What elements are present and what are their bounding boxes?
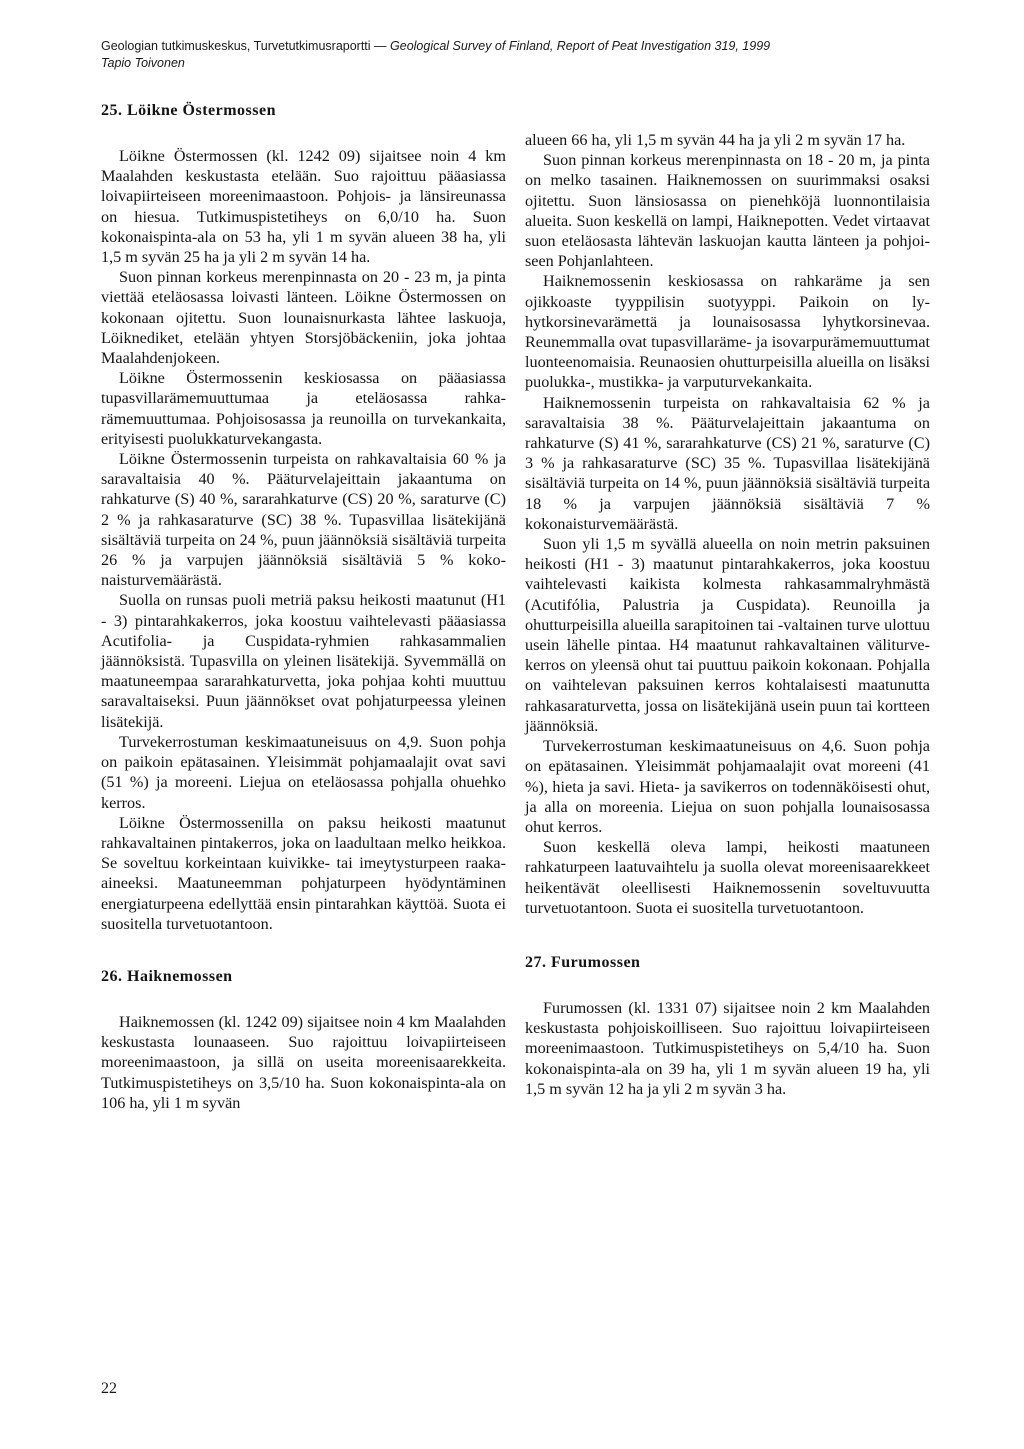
page-number: 22 <box>101 1380 117 1397</box>
paragraph: Löikne Östermossenin turpeista on rahkavaltaisia 60 % ja saravaltaisia 40 %. Pääturvelajeittain jakaantuma on rahkaturve (S) 40 %, sararahkaturve (CS) 20 %, saraturve (C) 2 % ja rahkasaraturve (SC) 38 %. Tupasvillaa lisätekijänä sisältäviä turpeita on 24 %, puun jäännöksiä sisältäviä turpeita 26 % ja varpujen jäännöksiä sisältäviä 5 % kokonaisturvemäärästä. <box>101 450 506 590</box>
paragraph: Löikne Östermossenilla on paksu heikosti maatunut rahkavaltainen pintakerros, joka on laadultaan melko heikkoa. Se soveltuu korkeintaan kuivikke- tai imeytysturpeen raaka-aineeksi. Maatuneemman pohjaturpeen hyödyntäminen energiaturpeena edellyttää ensin pintarahkan käyttöä. Suota ei suositella turvetuotantoon. <box>101 813 506 933</box>
section-25 <box>101 100 506 934</box>
paragraph-continued: alueen 66 ha, yli 1,5 m syvän 44 ha ja yli 2 m syvän 17 ha. <box>525 131 906 149</box>
paragraph: Suolla on runsas puoli metriä paksu heikosti maatunut (H1 - 3) pintarahkakerros, joka koostuu vaihtelevasti pääasiassa Acutifolia- ja Cuspidata-ryhmien rahkasammalien jäännöksistä. Tupasvilla on yleinen lisätekijä. Syvemmällä on maatuneempaa sararahkaturvetta, joka pohjaa kohti muuttuu saravaltaiseksi. Puun jäännökset ovat pohjaturpeessa yleinen lisätekijä. <box>101 591 506 731</box>
paragraph: Haiknemossenin turpeista on rahkavaltaisia 62 % ja saravaltaisia 38 %. Pääturvelajeittain jakaantuma on rahkaturve (S) 41 %, sararahkaturve (CS) 21 %, saraturve (C) 3 % ja rahkasaraturve (SC) 35 %. Tupasvillaa lisätekijänä sisältäviä turpeita on 14 %, puun jäännöksiä sisältäviä turpeita 18 % ja varpujen jäännöksiä sisältäviä 7 % kokonaisturvemäärästä. <box>525 393 930 533</box>
paragraph: Löikne Östermossen (kl. 1242 09) sijaitsee noin 4 km Maalahden keskustasta etelään. Suo rajoittuu pääasiassa loivapiirteiseen moreenimaastoon. Pohjois- ja länsireunassa on hiesua. Tutkimuspistetiheys on 6,0/10 ha. Suon kokonaispinta-ala on 53 ha, yli 1 m syvän alueen 38 ha, yli 1,5 m syvän 25 ha ja yli 2 m syvän 14 ha. <box>101 147 506 267</box>
paragraph: Turvekerrostuman keskimaatuneisuus on 4,6. Suon pohja on epätasainen. Yleisimmät pohjamaalajit ovat moreeni (41 %), hieta ja savi. Hieta- ja savikerros on todennäköisesti ohut, ja alla on moreenia. Liejua on suon pohjalla lounaisosassa ohut kerros. <box>525 737 930 836</box>
section-heading-25: 25. Löikne Östermossen <box>101 102 276 119</box>
paragraph: Suon pinnan korkeus merenpinnasta on 20 - 23 m, ja pinta viettää eteläosassa loivasti länteen. Löikne Östermossen on kokonaan ojitettu. Suon lounaisnurkasta lähtee laskuoja, Löiknediket, etelään yhtyen Storsjöbäckeniin, joka johtaa Maalahdenjokeen. <box>101 268 506 368</box>
section-heading-27: 27. Furumossen <box>525 953 641 971</box>
paragraph: Furumossen (kl. 1331 07) sijaitsee noin 2 km Maalahden keskustasta pohjoiskoilliseen. Suo rajoittuu loivapiirteiseen moreenimaastoon. Tutkimuspistetiheys on 5,4/10 ha. Suon kokonaispinta-ala on 39 ha, yli 1 m syvän alueen 19 ha, yli 1,5 m syvän 12 ha ja yli 2 m syvän 3 ha. <box>525 998 930 1098</box>
paragraph: Turvekerrostuman keskimaatuneisuus on 4,9. Suon pohja on paikoin epätasainen. Yleisimmät pohjamaalajit ovat savi (51 %) ja moreeni. Liejua on eteläosassa pohjalla ohuehko kerros. <box>101 732 506 812</box>
paragraph: Suon yli 1,5 m syvällä alueella on noin metrin paksuinen heikosti (H1 - 3) maatunut pintarahkakerros, joka koostuu vaihtelevasti kaikista kolmesta rahkasammalryhmästä (Acutifólia, Palustria ja Cuspidata). Reunoilla ja ohutturpeisilla alueilla sarapitoinen tai -valtainen turve ulottuu usein lähelle pintaa. H4 maatunut rahkavaltainen väliturvekerros on yleensä ohut tai puuttuu paikoin kokonaan. Pohjalla on vaihtelevan paksuinen kerros kohtalaisesti maatunutta rahkasaraturvetta, jossa on lisätekijänä usein puun tai kortteen jäännöksiä. <box>525 535 930 735</box>
right-column <box>525 130 930 1099</box>
running-header <box>101 38 981 72</box>
section-26 <box>101 966 506 1113</box>
section-heading-26: 26. Haiknemossen <box>101 967 233 985</box>
header-series-finnish: Geologian tutkimuskeskus, Turvetutkimusraportti — <box>101 39 391 53</box>
header-author: Tapio Toivonen <box>101 56 185 70</box>
paragraph: Suon keskellä oleva lampi, heikosti maatuneen rahkaturpeen laatuvaihtelu ja suolla olevat moreenisaarekkeet heikentävät oleellisesti Haiknemossenin soveltuvuutta turvetuotantoon. Suota ei suositella turvetuotantoon. <box>525 838 930 917</box>
header-series-line <box>101 38 981 55</box>
paragraph: Haiknemossen (kl. 1242 09) sijaitsee noin 4 km Maalahden keskustasta lounaaseen. Suo rajoittuu loivapiirteiseen moreenimaastoon, ja sillä on useita moreenisaarekkeita. Tutkimuspistetiheys on 3,5/10 ha. Suon kokonaispinta-ala on 106 ha, yli 1 m syvän <box>101 1012 506 1112</box>
left-column <box>101 100 506 1113</box>
header-series-english: Geological Survey of Finland, Report of Peat Investigation 319, 1999 <box>390 39 771 53</box>
paragraph: Löikne Östermossenin keskiosassa on pääasiassa tupasvillarämemuuttumaa ja eteläosassa rahkarämemuuttumaa. Pohjoisosassa ja reunoilla on turvekankaita, erityisesti puolukkaturvekangasta. <box>101 369 506 448</box>
paragraph: Suon pinnan korkeus merenpinnasta on 18 - 20 m, ja pinta on melko tasainen. Haiknemossen on suurimmaksi osaksi ojitettu. Suon länsiosassa on pienehköjä luonnontilaisia alueita. Suon keskellä on lampi, Haiknepotten. Vedet virtaavat suon eteläosasta lähtevän laskuojan kautta länteen ja pohjoiseen Pohjanlahteen. <box>525 151 930 271</box>
section-27 <box>525 952 930 1099</box>
paragraph: Haiknemossenin keskiosassa on rahkaräme ja sen ojikkoaste tyyppilisin suotyyppi. Paikoin on lyhytkorsinevarämettä ja lounaisosassa lyhytkorsinevaa. Reunemmalla ovat tupasvillaräme- ja isovarpurämemuuttumat luonteenomaisia. Reunaosien ohutturpeisilla alueilla on lisäksi puolukka-, mustikka- ja varputurvekankaita. <box>525 272 930 392</box>
